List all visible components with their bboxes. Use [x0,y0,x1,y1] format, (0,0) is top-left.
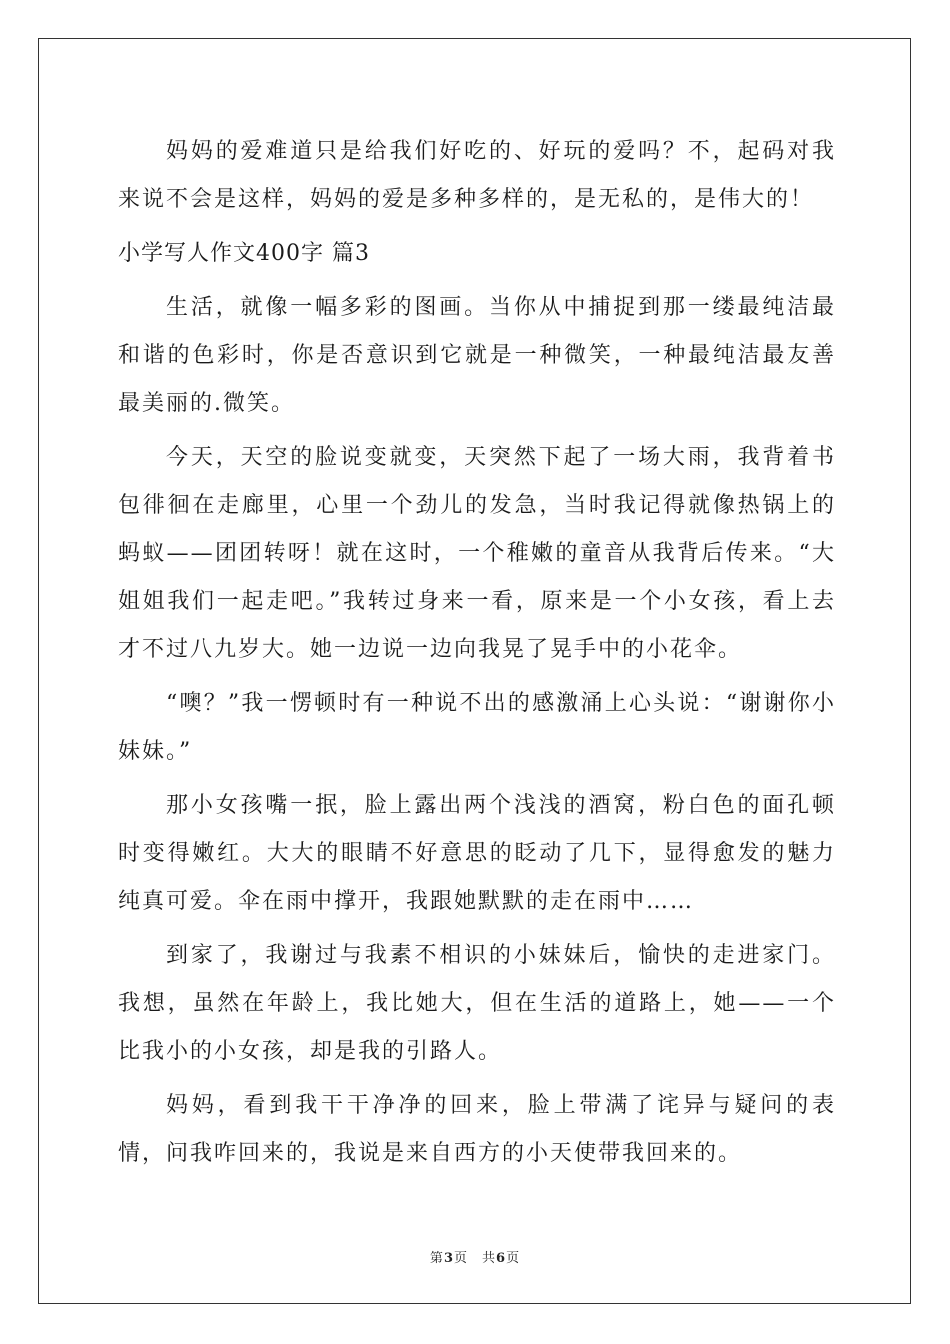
total-pages-unit: 页 [506,1251,521,1266]
paragraph: 那小女孩嘴一抿，脸上露出两个浅浅的酒窝，粉白色的面孔顿时变得嫩红。大大的眼睛不好意思的眨动了几下，显得愈发的魅力纯真可爱。伞在雨中撑开，我跟她默默的走在雨中…… [118,793,836,914]
total-page-count: 6 [496,1251,507,1266]
page-footer [0,1247,950,1266]
paragraph: “噢？”我一愣顿时有一种说不出的感激涌上心头说：“谢谢你小妹妹。” [118,691,836,764]
page-number-prefix: 第 [429,1251,444,1266]
paragraph: 到家了，我谢过与我素不相识的小妹妹后，愉快的走进家门。我想，虽然在年龄上，我比她大，但在生活的道路上，她——一个比我小的小女孩，却是我的引路人。 [118,943,836,1064]
paragraph: 妈妈，看到我干干净净的回来，脸上带满了诧异与疑问的表情，问我咋回来的，我说是来自西方的小天使带我回来的。 [118,1093,836,1166]
document-body [118,128,836,1178]
paragraph: 今天，天空的脸说变就变，天突然下起了一场大雨，我背着书包徘徊在走廊里，心里一个劲儿的发急，当时我记得就像热锅上的蚂蚁——团团转呀！就在这时，一个稚嫩的童音从我背后传来。“大姐姐我们一起走吧。”我转过身来一看，原来是一个小女孩，看上去才不过八九岁大。她一边说一边向我晃了晃手中的小花伞。 [118,445,836,662]
total-pages-prefix: 共 [482,1251,497,1266]
section-heading: 小学写人作文400字 篇3 [118,241,370,266]
paragraph: 生活，就像一幅多彩的图画。当你从中捕捉到那一缕最纯洁最和谐的色彩时，你是否意识到它就是一种微笑，一种最纯洁最友善最美丽的.微笑。 [118,295,836,416]
paragraph: 妈妈的爱难道只是给我们好吃的、好玩的爱吗？不，起码对我来说不会是这样，妈妈的爱是多种多样的，是无私的，是伟大的！ [118,139,836,212]
current-page-number: 3 [443,1251,454,1266]
page-number-unit: 页 [453,1251,468,1266]
